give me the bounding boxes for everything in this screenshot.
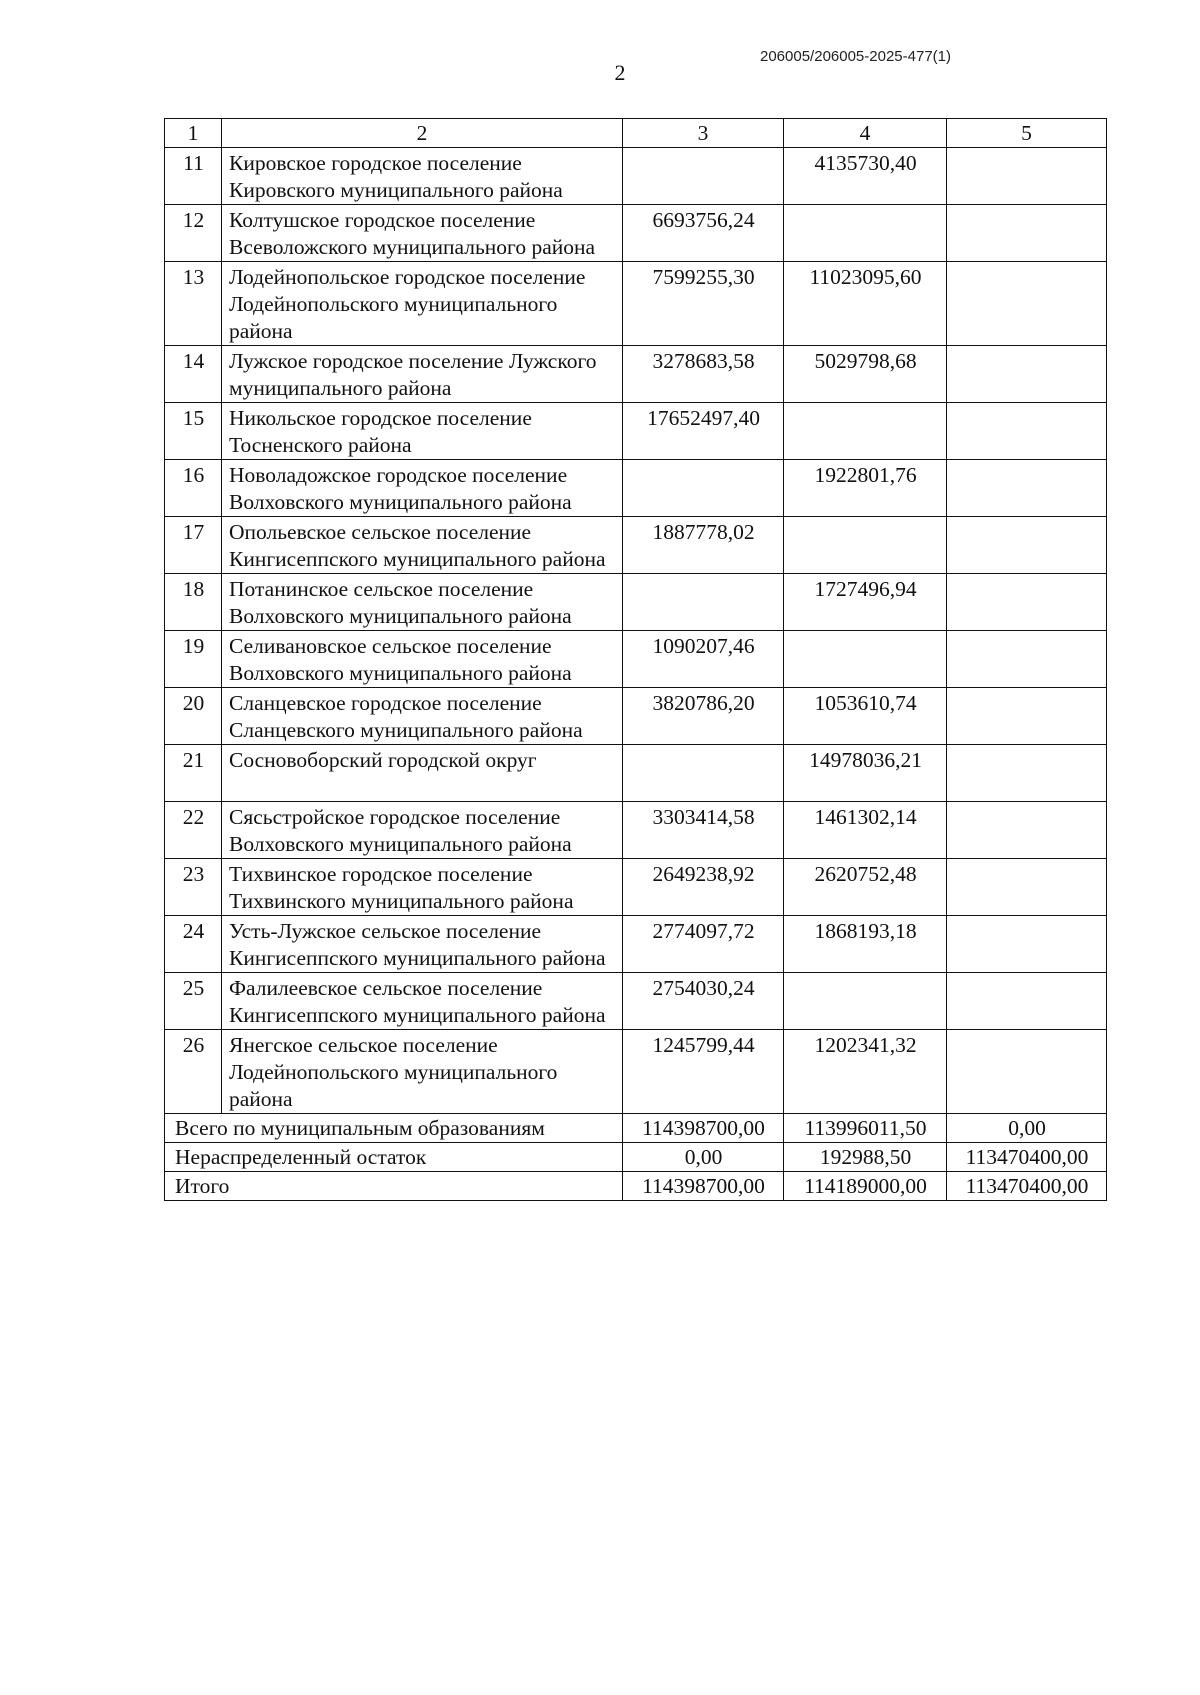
total-col4: 192988,50 (784, 1143, 947, 1172)
amount-col5 (947, 403, 1107, 460)
totals-row (165, 1172, 1107, 1201)
total-col5: 113470400,00 (947, 1172, 1107, 1201)
amount-col3: 1887778,02 (623, 517, 784, 574)
row-number: 21 (165, 745, 222, 802)
amount-col5 (947, 262, 1107, 346)
column-header: 5 (947, 119, 1107, 148)
totals-label: Итого (165, 1172, 623, 1201)
amount-col5 (947, 745, 1107, 802)
column-header: 1 (165, 119, 222, 148)
amount-col4 (784, 517, 947, 574)
amount-col3: 3303414,58 (623, 802, 784, 859)
table-row (165, 745, 1107, 802)
amount-col4: 11023095,60 (784, 262, 947, 346)
amount-col5 (947, 802, 1107, 859)
row-number: 25 (165, 973, 222, 1030)
amount-col3: 1090207,46 (623, 631, 784, 688)
amount-col5 (947, 346, 1107, 403)
municipality-name: Селивановское сельское поселение Волховского муниципального района (222, 631, 623, 688)
amount-col4: 1053610,74 (784, 688, 947, 745)
table-row (165, 460, 1107, 517)
amount-col4: 1727496,94 (784, 574, 947, 631)
allocation-table (164, 118, 1107, 1201)
municipality-name: Янегское сельское поселение Лодейнопольского муниципального района (222, 1030, 623, 1114)
row-number: 22 (165, 802, 222, 859)
totals-label: Всего по муниципальным образованиям (165, 1114, 623, 1143)
row-number: 15 (165, 403, 222, 460)
page-number: 2 (614, 60, 626, 85)
municipality-name: Сосновоборский городской округ (222, 745, 623, 802)
amount-col5 (947, 859, 1107, 916)
table-row (165, 973, 1107, 1030)
row-number: 18 (165, 574, 222, 631)
row-number: 26 (165, 1030, 222, 1114)
table-row (165, 859, 1107, 916)
municipality-name: Лужское городское поселение Лужского муниципального района (222, 346, 623, 403)
totals-row (165, 1143, 1107, 1172)
municipality-name: Новоладожское городское поселение Волховского муниципального района (222, 460, 623, 517)
municipality-name: Усть-Лужское сельское поселение Кингисеппского муниципального района (222, 916, 623, 973)
amount-col4: 1202341,32 (784, 1030, 947, 1114)
table-row (165, 688, 1107, 745)
table-row (165, 916, 1107, 973)
row-number: 17 (165, 517, 222, 574)
amount-col3: 1245799,44 (623, 1030, 784, 1114)
column-header: 3 (623, 119, 784, 148)
row-number: 14 (165, 346, 222, 403)
amount-col3 (623, 148, 784, 205)
amount-col4: 4135730,40 (784, 148, 947, 205)
column-number-row (165, 119, 1107, 148)
amount-col3: 7599255,30 (623, 262, 784, 346)
amount-col4 (784, 403, 947, 460)
amount-col3 (623, 574, 784, 631)
table-row (165, 403, 1107, 460)
amount-col5 (947, 1030, 1107, 1114)
municipality-name: Опольевское сельское поселение Кингисеппского муниципального района (222, 517, 623, 574)
total-col3: 114398700,00 (623, 1172, 784, 1201)
total-col3: 114398700,00 (623, 1114, 784, 1143)
amount-col4 (784, 205, 947, 262)
municipality-name: Фалилеевское сельское поселение Кингисеппского муниципального района (222, 973, 623, 1030)
table-row (165, 631, 1107, 688)
row-number: 11 (165, 148, 222, 205)
amount-col5 (947, 205, 1107, 262)
totals-label: Нераспределенный остаток (165, 1143, 623, 1172)
table-row (165, 1030, 1107, 1114)
row-number: 24 (165, 916, 222, 973)
row-number: 20 (165, 688, 222, 745)
amount-col3: 3820786,20 (623, 688, 784, 745)
amount-col4 (784, 631, 947, 688)
table-row (165, 517, 1107, 574)
amount-col3: 2774097,72 (623, 916, 784, 973)
row-number: 19 (165, 631, 222, 688)
amount-col4: 1461302,14 (784, 802, 947, 859)
amount-col5 (947, 688, 1107, 745)
amount-col5 (947, 631, 1107, 688)
amount-col3 (623, 460, 784, 517)
municipality-name: Сясьстройское городское поселение Волховского муниципального района (222, 802, 623, 859)
municipality-name: Потанинское сельское поселение Волховского муниципального района (222, 574, 623, 631)
total-col4: 113996011,50 (784, 1114, 947, 1143)
amount-col5 (947, 517, 1107, 574)
amount-col3: 2754030,24 (623, 973, 784, 1030)
row-number: 23 (165, 859, 222, 916)
total-col5: 113470400,00 (947, 1143, 1107, 1172)
amount-col5 (947, 916, 1107, 973)
amount-col4: 1868193,18 (784, 916, 947, 973)
row-number: 13 (165, 262, 222, 346)
amount-col3: 2649238,92 (623, 859, 784, 916)
municipality-name: Сланцевское городское поселение Сланцевского муниципального района (222, 688, 623, 745)
table-row (165, 802, 1107, 859)
municipality-name: Лодейнопольское городское поселение Лодейнопольского муниципального района (222, 262, 623, 346)
municipality-name: Колтушское городское поселение Всеволожского муниципального района (222, 205, 623, 262)
totals-row (165, 1114, 1107, 1143)
amount-col3: 3278683,58 (623, 346, 784, 403)
amount-col5 (947, 148, 1107, 205)
table-row (165, 262, 1107, 346)
amount-col4: 2620752,48 (784, 859, 947, 916)
municipality-name: Никольское городское поселение Тосненского района (222, 403, 623, 460)
total-col4: 114189000,00 (784, 1172, 947, 1201)
document-id: 206005/206005-2025-477(1) (760, 48, 951, 65)
amount-col3 (623, 745, 784, 802)
total-col5: 0,00 (947, 1114, 1107, 1143)
column-header: 4 (784, 119, 947, 148)
amount-col3: 6693756,24 (623, 205, 784, 262)
column-header: 2 (222, 119, 623, 148)
amount-col4: 1922801,76 (784, 460, 947, 517)
total-col3: 0,00 (623, 1143, 784, 1172)
municipality-name: Кировское городское поселение Кировского муниципального района (222, 148, 623, 205)
amount-col4: 5029798,68 (784, 346, 947, 403)
table-row (165, 205, 1107, 262)
row-number: 16 (165, 460, 222, 517)
amount-col5 (947, 973, 1107, 1030)
amount-col4 (784, 973, 947, 1030)
municipality-name: Тихвинское городское поселение Тихвинского муниципального района (222, 859, 623, 916)
table-row (165, 346, 1107, 403)
amount-col4: 14978036,21 (784, 745, 947, 802)
table-row (165, 574, 1107, 631)
amount-col5 (947, 574, 1107, 631)
amount-col3: 17652497,40 (623, 403, 784, 460)
amount-col5 (947, 460, 1107, 517)
table-row (165, 148, 1107, 205)
row-number: 12 (165, 205, 222, 262)
